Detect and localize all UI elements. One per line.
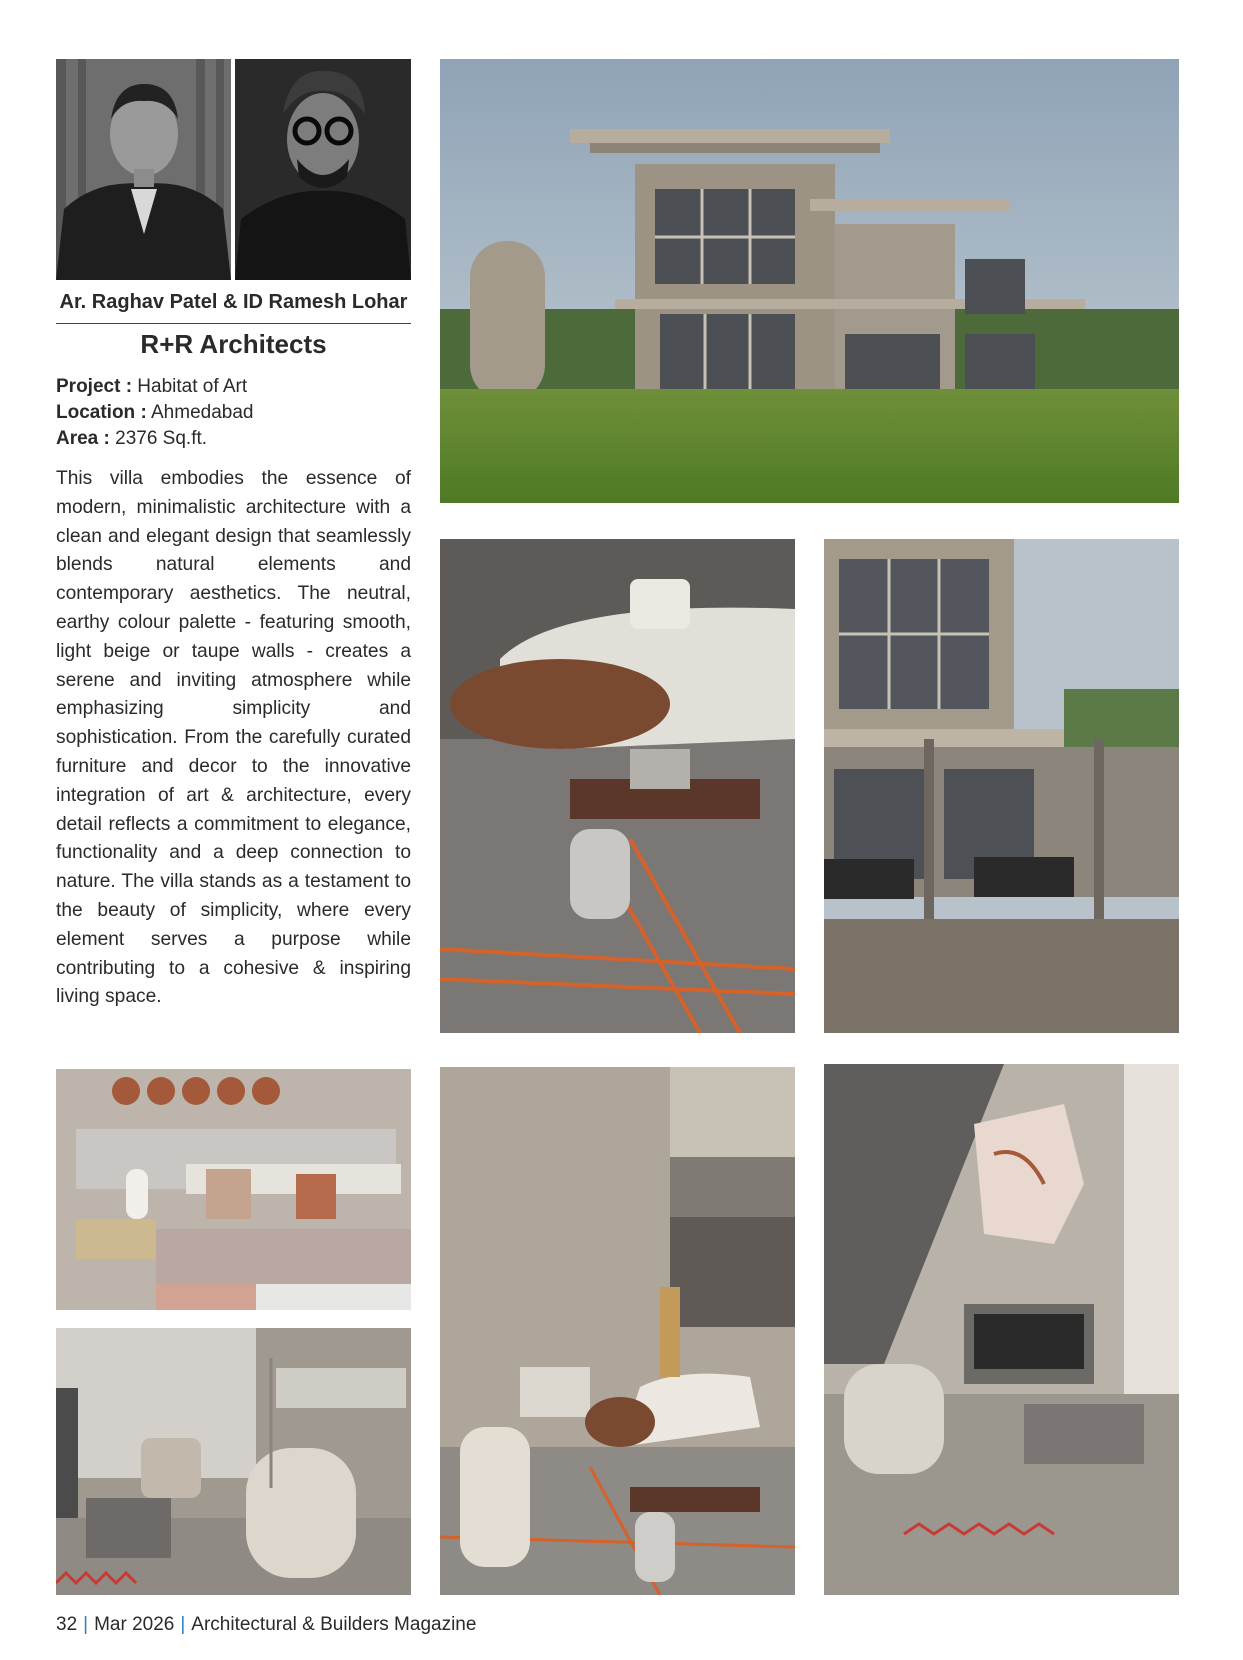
portrait-photo-raghav-patel [56,59,231,280]
project-label: Project : [56,376,133,397]
firm-name: R+R Architects [140,329,327,359]
page-footer [56,1614,476,1636]
project-value: Habitat of Art [132,376,248,397]
location-line [56,400,411,426]
fireplace-lounge-photo [824,1064,1179,1595]
area-value: 2376 Sq.ft. [109,428,208,449]
page-number: 32 [56,1614,78,1635]
location-value: Ahmedabad [146,402,254,423]
double-height-living-photo [440,1067,795,1595]
project-line [56,374,411,400]
area-line [56,426,411,452]
footer-separator: | [83,1614,89,1635]
location-label: Location : [56,402,147,423]
project-details [56,374,411,452]
architect-names: Ar. Raghav Patel & ID Ramesh Lohar [59,291,408,313]
magazine-name: Architectural & Builders Magazine [191,1614,477,1635]
footer-separator: | [180,1614,186,1635]
living-room-detail-photo [440,539,795,1033]
veranda-photo [824,539,1179,1033]
issue-date: Mar 2026 [94,1614,175,1635]
area-label: Area : [56,428,110,449]
portrait-photo-ramesh-lohar [235,59,411,280]
article-body: This villa embodies the essence of modern, minimalistic architecture with a clean and elegant design that seamlessly blends natural elements and contemporary aesthetics. The neutral, earthy colour palette - featuring smooth, light beige or taupe walls - creates a serene and inviting atmosphere while emphasizing simplicity and sophistication. From the carefully curated furniture and decor to the innovative integration of art & architecture, every detail reflects a commitment to elegance, functionality and a deep connection to nature. The villa stands as a testament to the beauty of simplicity, where every element serves a purpose while contributing to a cohesive & inspiring living space. [56,468,411,1008]
lounge-photo [56,1328,411,1595]
villa-exterior-photo [440,59,1179,503]
bedroom-photo [56,1069,411,1310]
caption-divider [56,323,411,324]
